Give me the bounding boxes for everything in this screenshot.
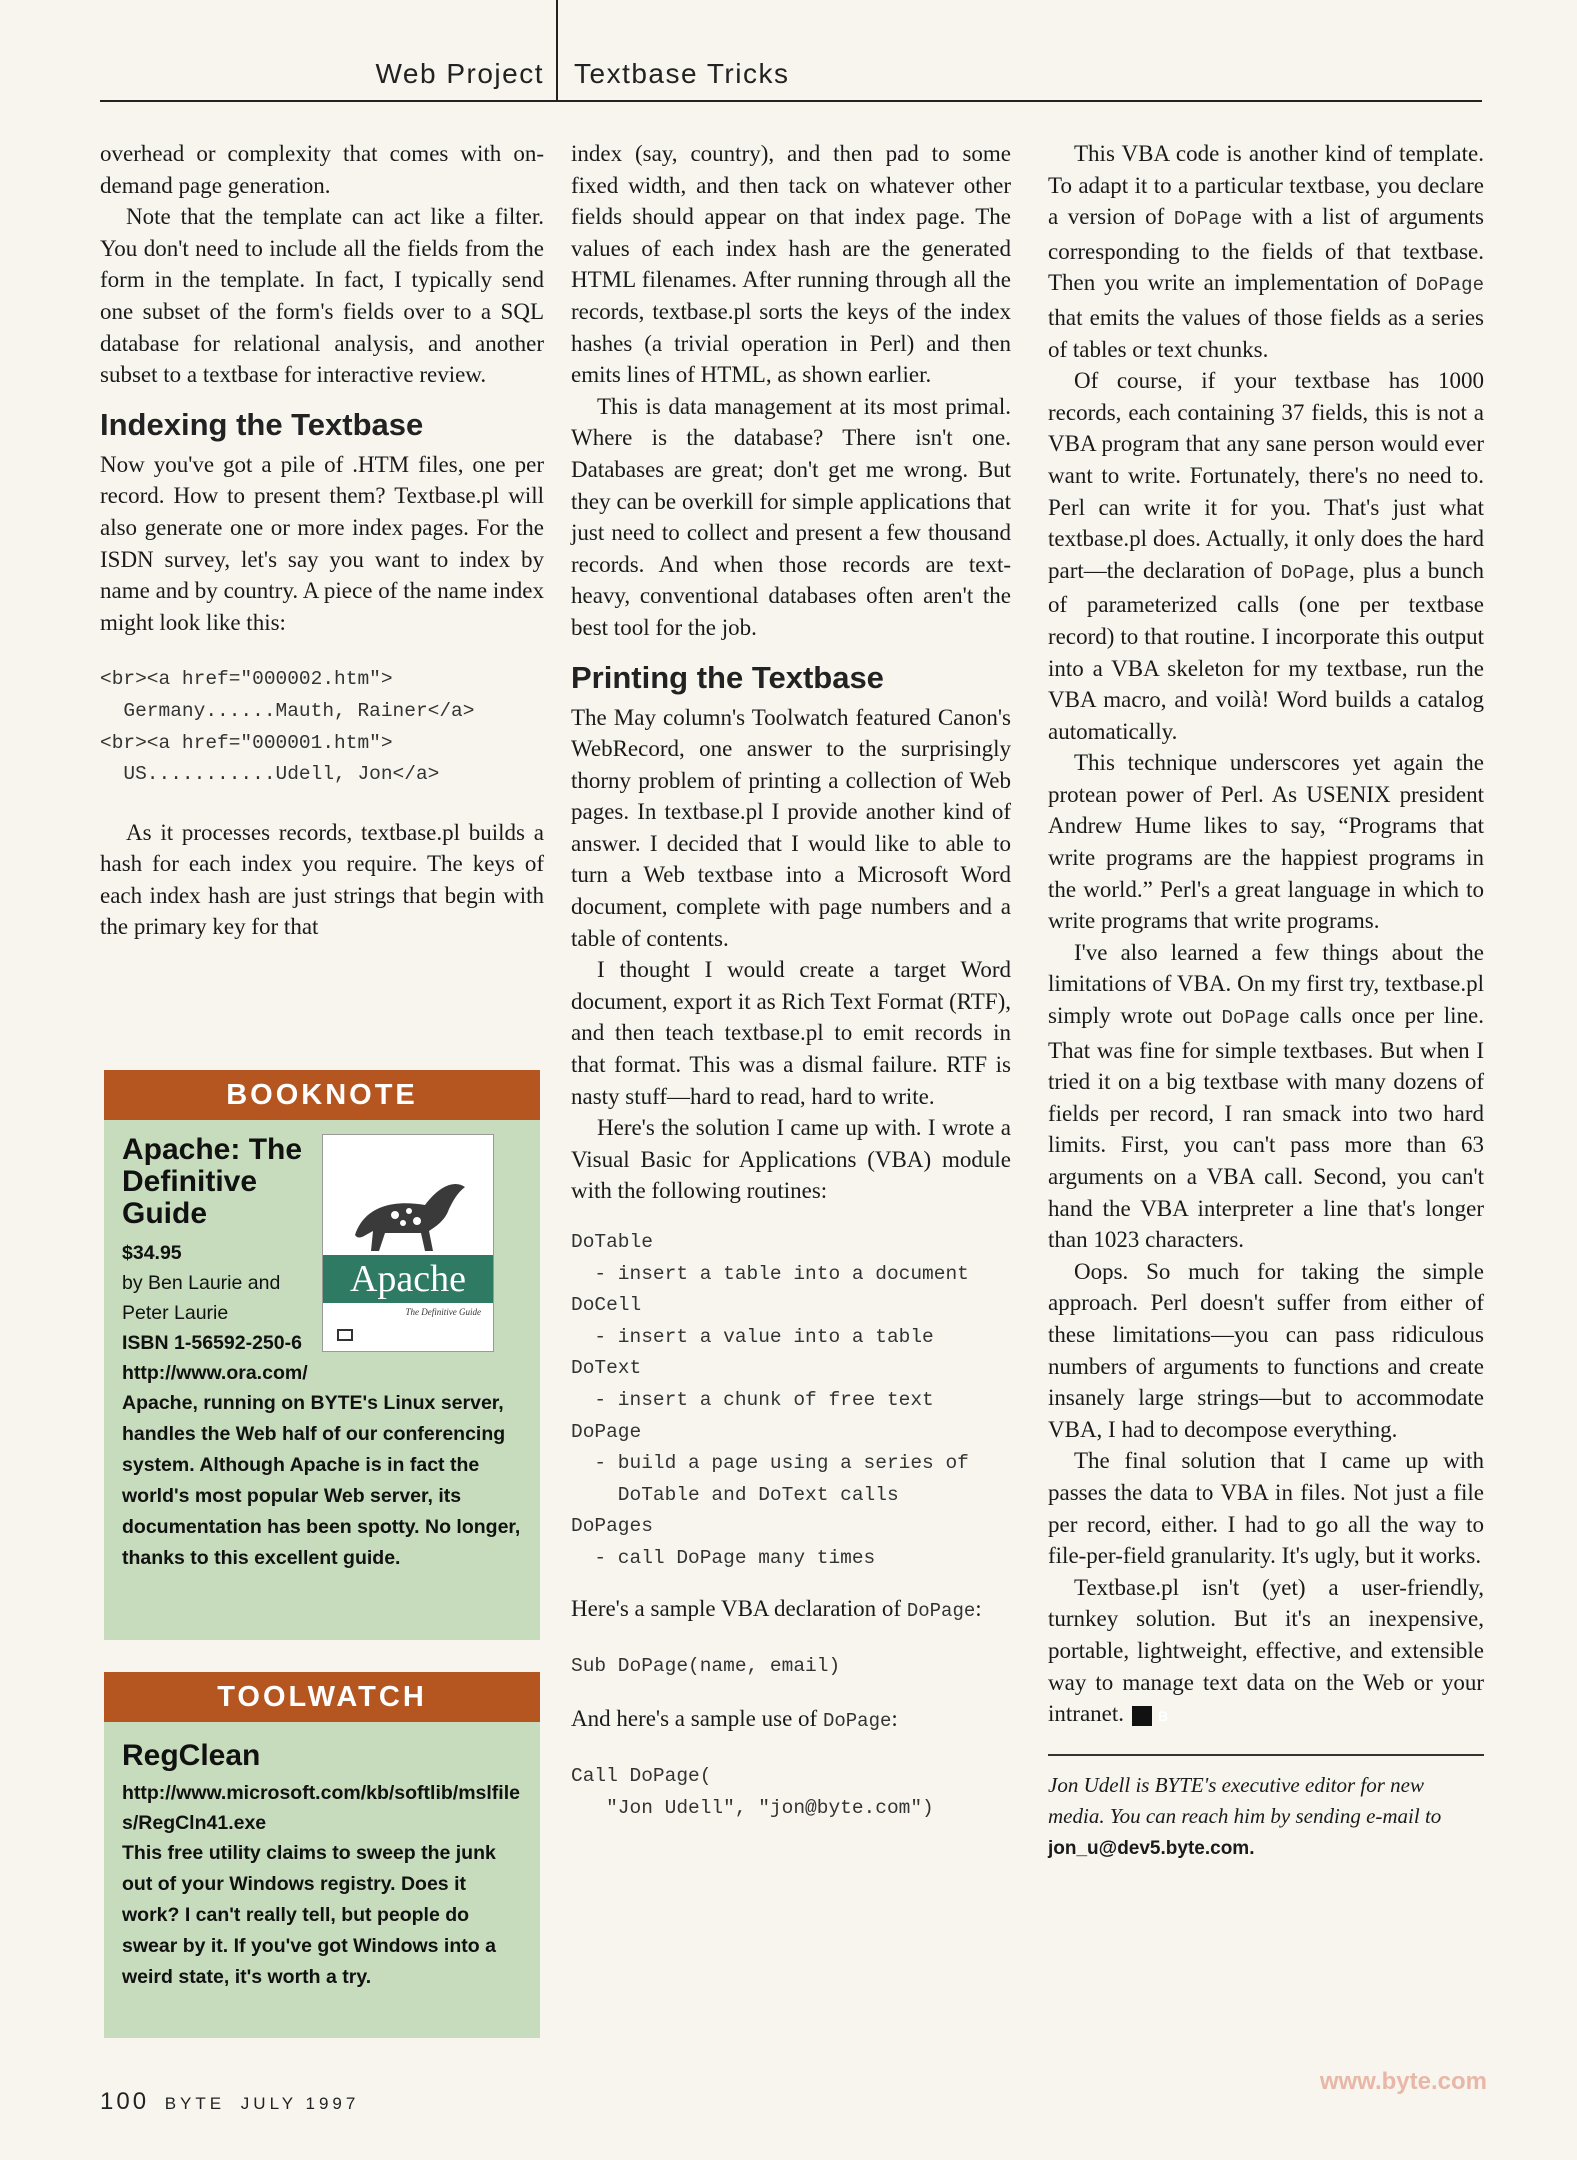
paragraph: And here's a sample use of DoPage: [571, 1705, 898, 1732]
issue-date: JULY 1997 [240, 2094, 360, 2113]
booknote-box [104, 1070, 540, 1640]
paragraph: This is data management at its most primal. Where is the database? There isn't one. Databases are great; don't get me wrong. But they can be overkill for simple applications that just need to collect and present a few thousand records. And when those records are text-heavy, conventional databases often aren't the best tool for the job. [571, 393, 1011, 640]
paragraph: I thought I would create a target Word document, export it as Rich Text Format (RTF), and then teach textbase.pl to emit records in that format. This was a dismal failure. RTF is nasty stuff—hard to read, hard to write. [571, 957, 1011, 1109]
book-url[interactable]: http://www.ora.com/ [122, 1362, 308, 1384]
page-footer [100, 2088, 359, 2116]
book-description: Apache, running on BYTE's Linux server, handles the Web half of our conferencing system. Although Apache is in fact the world's most popular Web server, its documentation has been spotty. No longer, thanks to this excellent guide. [122, 1392, 521, 1569]
paragraph: Here's the solution I came up with. I wrote a Visual Basic for Applications (VBA) module with the following routines: [571, 1115, 1011, 1204]
paragraph: Here's a sample VBA declaration of DoPage: [571, 1595, 982, 1622]
book-cover-subtitle: The Definitive Guide [405, 1307, 481, 1317]
code-block: Call DoPage( "Jon Udell", "jon@byte.com") [571, 1765, 934, 1819]
paragraph: This technique underscores yet again the protean power of Perl. As USENIX president Andrew Hume likes to say, “Programs that write programs are the happiest programs in the world.” Perl's a great language in which to write programs that write programs. [1048, 750, 1484, 934]
code-block: Sub DoPage(name, email) [571, 1655, 841, 1678]
paragraph: Oops. So much for taking the simple approach. Perl doesn't suffer from either of these limitations—you can pass ridiculous numbers of arguments to functions and create insanely large strings—but to accommodate VBA, I had to decompose everything. [1048, 1258, 1484, 1442]
column-1 [100, 138, 544, 943]
horse-illustration-icon [345, 1165, 475, 1255]
article-section-title: Textbase Tricks [574, 58, 790, 89]
section-heading: Printing the Textbase [571, 659, 884, 695]
paragraph: The May column's Toolwatch featured Canon's WebRecord, one answer to the surprisingly thorny problem of printing a collection of Web pages. In textbase.pl I provide another kind of answer. I decided that I would like to able to turn a Web textbase into a Microsoft Word document, complete with page numbers and a table of contents. [571, 704, 1011, 951]
code-block: <br><a href="000002.htm"> Germany......Mauth, Rainer</a> <br><a href="000001.htm"> US...........Udell, Jon</a> [100, 668, 475, 786]
book-authors: by Ben Laurie and Peter Laurie [122, 1272, 281, 1324]
bio-divider [1048, 1754, 1484, 1756]
book-cover-image [322, 1134, 494, 1352]
section-name: Web Project [375, 58, 544, 89]
paragraph: I've also learned a few things about the limitations of VBA. On my first try, textbase.pl simply wrote out DoPage calls once per line. That was fine for simple textbases. But when I tried it on a big textbase with many dozens of fields per record, I ran smack into two hard limits. First, you can't pass more than 63 arguments on a VBA call. Second, you can't hand the VBA interpreter a line that's longer than 1023 characters. [1048, 939, 1484, 1253]
booknote-label: BOOKNOTE [104, 1070, 540, 1120]
end-mark-icon: B [1132, 1706, 1152, 1726]
tool-url[interactable]: http://www.microsoft.com/kb/softlib/mslfiles/RegCln41.exe [122, 1782, 520, 1834]
page-header [100, 0, 1482, 102]
paragraph: The final solution that I came up with passes the data to VBA in files. Not just a file per record, either. I had to go all the way to file-per-field granularity. It's ugly, but it works. [1048, 1448, 1484, 1569]
toolwatch-label: TOOLWATCH [104, 1672, 540, 1722]
paragraph: overhead or complexity that comes with on-demand page generation. [100, 141, 544, 198]
paragraph: Of course, if your textbase has 1000 records, each containing 37 fields, this is not a VBA program that any sane person would ever want to write. Fortunately, there's no need to. Perl can write it for you. That's just what textbase.pl does. Actually, it only does the hard part—the declaration of DoPage, plus a bunch of parameterized calls (one per textbase record) to that routine. I incorporate this output into a VBA skeleton for my textbase, run the VBA macro, and voilà! Word builds a catalog automatically. [1048, 368, 1484, 744]
code-block: DoTable - insert a table into a document DoCell - insert a value into a table DoText - insert a chunk of free text DoPage - build a page using a series of DoTable and DoText calls DoPages - call DoPage many times [571, 1231, 969, 1569]
book-cover-title: Apache [323, 1255, 493, 1303]
publisher-logo-icon [337, 1329, 353, 1341]
author-email[interactable]: jon_u@dev5.byte.com. [1048, 1837, 1255, 1859]
column-2 [571, 138, 1011, 1825]
section-heading: Indexing the Textbase [100, 406, 424, 442]
paragraph: Textbase.pl isn't (yet) a user-friendly, turnkey solution. But it's an inexpensive, portable, lightweight, effective, and extensible way to manage text data on the Web or your intranet. B [1048, 1574, 1484, 1727]
paragraph: Now you've got a pile of .HTM files, one per record. How to present them? Textbase.pl will also generate one or more index pages. For the ISDN survey, let's say you want to index by name and by country. A piece of the name index might look like this: [100, 451, 544, 635]
paragraph: This VBA code is another kind of template. To adapt it to a particular textbase, you declare a version of DoPage with a list of arguments corresponding to the fields of that textbase. Then you write an implementation of DoPage that emits the values of those fields as a series of tables or text chunks. [1048, 141, 1485, 362]
site-link[interactable]: www.byte.com [1319, 2068, 1487, 2095]
paragraph: index (say, country), and then pad to some fixed width, and then tack on whatever other fields should appear on that index page. The values of each index hash are the generated HTML filenames. After running through all the records, textbase.pl sorts the keys of the index hashes (a trivial operation in Perl) and then emits lines of HTML, as shown earlier. [571, 141, 1011, 388]
tool-title: RegClean [122, 1739, 261, 1772]
page-number: 100 [100, 2088, 150, 2115]
header-divider [556, 0, 558, 100]
book-isbn: ISBN 1-56592-250-6 [122, 1332, 302, 1354]
tool-description: This free utility claims to sweep the junk out of your Windows registry. Does it work? I can't really tell, but people do swear by it. If you've got Windows into a weird state, it's worth a try. [122, 1842, 496, 1988]
paragraph: Note that the template can act like a filter. You don't need to include all the fields from the form in the template. In fact, I typically send one subset of the form's fields over to a SQL database for relational analysis, and another subset to a textbase for interactive review. [100, 204, 544, 388]
toolwatch-box [104, 1672, 540, 2038]
paragraph: As it processes records, textbase.pl builds a hash for each index you require. The keys of each index hash are just strings that begin with the primary key for that [100, 819, 544, 940]
book-price: $34.95 [122, 1242, 182, 1264]
author-bio: Jon Udell is BYTE's executive editor for new media. You can reach him by sending e-mail to jon_u@dev5.byte.com. [1048, 1772, 1442, 1859]
column-3 [1048, 138, 1484, 1864]
book-title: Apache: The Definitive Guide [122, 1133, 303, 1230]
magazine-name: BYTE [164, 2094, 226, 2113]
